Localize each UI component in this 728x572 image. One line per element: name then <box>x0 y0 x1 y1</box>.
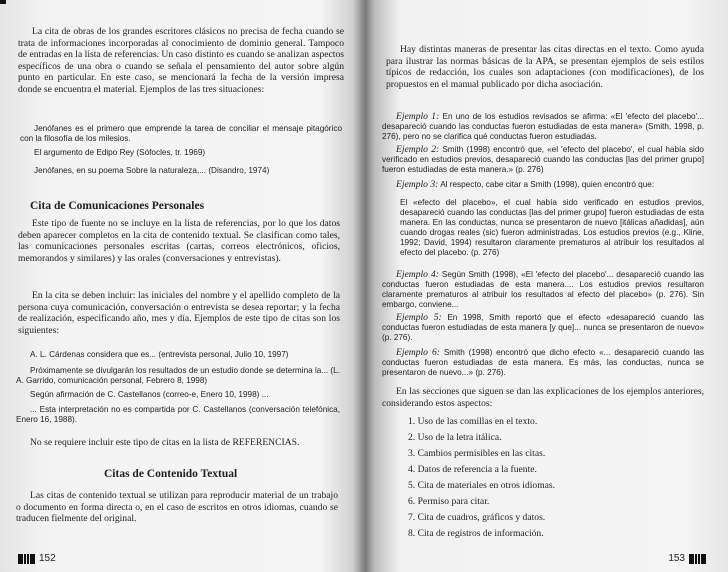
example-quote: ... Esta interpretación no es compartida por C. Castellanos (conversación telefónica, Enero 16, 1988). <box>16 405 340 424</box>
left-page <box>0 0 362 572</box>
example-label: Ejemplo 1: <box>396 111 440 122</box>
section-heading: Citas de Contenido Textual <box>104 468 238 480</box>
example-3 <box>382 180 704 190</box>
left-intro-paragraph: La cita de obras de los grandes escritores clásicos no precisa de fecha cuando se trata de informaciones incorporadas al conocimiento de dominio general. Tampoco de entradas en la lista de referencias. Un caso distinto es cuando se analizan aspectos específicos de una obra o cuando se señala el pensamiento del autor sobre algún punto en particular. En este caso, se mencionará la fecha de la versión impresa donde se encuentra el material. Ejemplos de las tres situaciones: <box>18 26 344 95</box>
example-label: Ejemplo 3: <box>396 179 439 190</box>
left-paragraph: No se requiere incluir este tipo de citas en la lista de REFERENCIAS. <box>30 437 300 448</box>
list-item: 7. Cita de cuadros, gráficos y datos. <box>408 512 546 523</box>
page-number: 152 <box>39 553 56 564</box>
example-label: Ejemplo 2: <box>396 144 440 155</box>
example-text: Según Smith (1998), «El 'efecto del placebo'... desapareció cuando las conductas fueron estudiadas de esta manera.... Los estudios previos resultaron claramente prematuros al atribuir los resultados al efecto del placebo» (p. 276). Sin embargo, conviene... <box>382 270 704 309</box>
page-folio-right <box>668 553 706 564</box>
folio-bars-icon <box>689 554 706 564</box>
block-quote: El «efecto del placebo», el cual había sido verificado en estudios previos, desapareció cuando las conductas [las del primer grupo] fueron estudiadas de esta manera. En las conductas, nunca se presentaron de nuevo [itálicas añadidas], aún cuando drogas reales (sic) fueron administradas. Los estudios previos (e.g., Kline, 1992; David, 1994) resultaron claramente prematuros al atribuir los resultados al efecto del placebo. (p. 276) <box>400 198 704 257</box>
example-quote: Jenófanes es el primero que emprende la tarea de conciliar el mensaje pitagórico con la filosofía de los milesios. <box>20 124 342 143</box>
page-folio-left <box>18 553 56 564</box>
example-label: Ejemplo 4: <box>396 269 439 280</box>
example-6 <box>382 348 704 378</box>
right-intro-paragraph: Hay distintas maneras de presentar las citas directas en el texto. Como ayuda para ilustrar las normas básicas de la APA, se presentan ejemplos de seis estilos típicos de redacción, los cuales son adaptaciones (con modificaciones), de los propuestos en el manual publicado por dicha asociación. <box>386 44 704 90</box>
list-item: 5. Cita de materiales en otros idiomas. <box>408 480 556 491</box>
list-item: 3. Cambios permisibles en las citas. <box>408 448 546 459</box>
example-label: Ejemplo 6: <box>396 347 440 358</box>
left-paragraph: En la cita se deben incluir: las iniciales del nombre y el apellido completo de la persona cuya comunicación, conversación o entrevista se desea reportar; y la fecha de realización, especificando año, mes y día. Ejemplos de este tipo de citas son los siguientes: <box>18 290 340 336</box>
list-item: 1. Uso de las comillas en el texto. <box>408 416 538 427</box>
list-item: 4. Datos de referencia a la fuente. <box>408 464 537 475</box>
list-item: 8. Cita de registros de información. <box>408 528 544 539</box>
right-paragraph: En las secciones que siguen se dan las explicaciones de los ejemplos anteriores, considerando estos aspectos: <box>382 386 704 409</box>
example-4 <box>382 270 704 310</box>
list-item: 2. Uso de la letra itálica. <box>408 432 502 443</box>
right-page <box>368 0 728 572</box>
folio-bars-icon <box>18 554 35 564</box>
example-2 <box>382 145 704 175</box>
example-text: En 1998, Smith reportó que el efecto «desapareció cuando las conductas fueron estudiadas de esta manera [y que]... nunca se presentaron de nuevo» (p. 276). <box>382 313 704 342</box>
example-quote: El argumento de Edipo Rey (Sófocles, tr. 1969) <box>34 148 206 157</box>
aspects-list <box>408 414 698 542</box>
example-quote: Según afirmación de C. Castellanos (correo-e, Enero 10, 1998) ... <box>30 390 269 399</box>
left-paragraph: Este tipo de fuente no se incluye en la lista de referencias, por lo que los datos deben aparecer completos en la cita de contenido textual. Se clasifican como tales, las comunicaciones personales escritas (cartas, correos electrónicos, oficios, memorandos y similares) y las orales (conversaciones y entrevistas). <box>18 218 340 264</box>
list-item: 6. Permiso para citar. <box>408 496 490 507</box>
example-1 <box>382 112 704 142</box>
example-text: Smith (1998) encontró que dicho efecto «... desapareció cuando las conductas fueron estudiadas de esta manera. Es más, las conductas, nunca se presentaron de nuevo...» (p. 276). <box>382 348 704 377</box>
example-quote: A. L. Cárdenas considera que es... (entrevista personal, Julio 10, 1997) <box>30 350 289 359</box>
example-label: Ejemplo 5: <box>396 312 442 323</box>
page-number: 153 <box>668 553 685 564</box>
example-quote: Jenófanes, en su poema Sobre la naturaleza,... (Disandro, 1974) <box>34 166 270 175</box>
section-heading: Cita de Comunicaciones Personales <box>30 200 205 212</box>
example-5 <box>382 313 704 343</box>
example-text: Smith (1998) encontró que, «el 'efecto del placebo', el cual había sido verificado en estudios previos, desapareció cuando las conductas [las del primer grupo] fueron estudiadas de esta manera.» (p. 276) <box>382 145 704 174</box>
example-text: Al respecto, cabe citar a Smith (1998), quien encontró que: <box>440 180 655 189</box>
example-text: En uno de los estudios revisados se afirma: «El 'efecto del placebo'... desapareció cuando las conductas fueron estudiadas de esta manera» (Smith, 1998, p. 276), pero no se clarifica qué conductas fueron estudiadas. <box>382 112 705 141</box>
left-paragraph: Las citas de contenido textual se utilizan para reproducir material de un trabajo o documento en forma directa o, en el caso de escritos en otros idiomas, cuando se traducen fielmente del original. <box>16 490 338 525</box>
example-quote: Próximamente se divulgarán los resultados de un estudio donde se determina la... (L. A. Garrido, comunicación personal, Febrero 8, 1998) <box>16 366 340 385</box>
